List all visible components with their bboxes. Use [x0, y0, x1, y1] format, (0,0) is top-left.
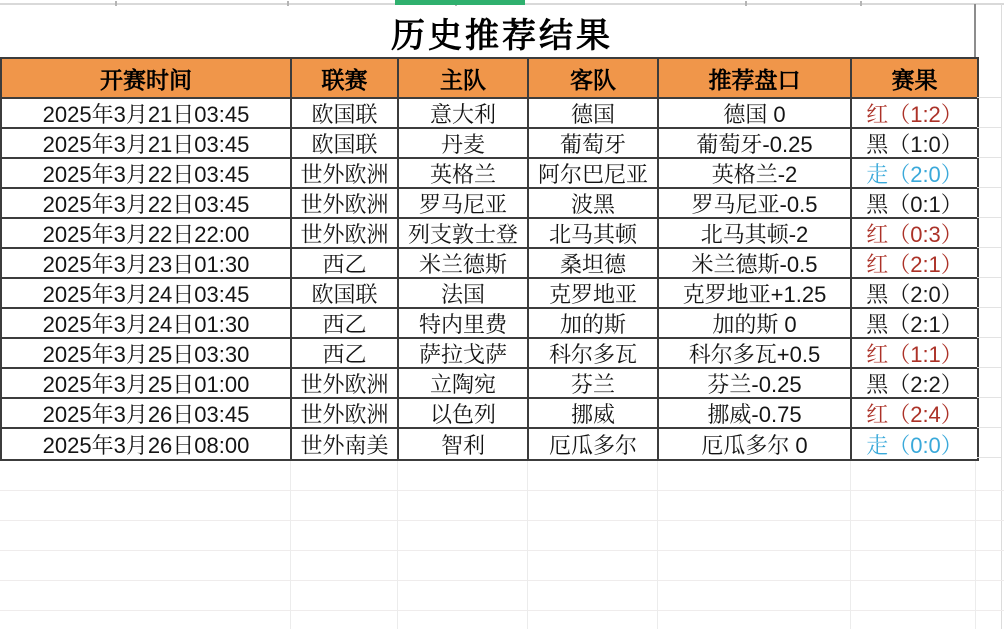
column-tick: [287, 1, 289, 6]
cell-result[interactable]: 黑（1:0）: [852, 129, 977, 159]
cell-match-time[interactable]: 2025年3月26日08:00: [2, 429, 292, 459]
sheet-gridline: [290, 461, 291, 629]
cell-match-time[interactable]: 2025年3月25日03:30: [2, 339, 292, 369]
sheet-gridlines-right: [977, 97, 1001, 461]
cell-league[interactable]: 欧国联: [292, 279, 399, 309]
cell-match-time[interactable]: 2025年3月22日03:45: [2, 159, 292, 189]
cell-handicap[interactable]: 罗马尼亚-0.5: [659, 189, 852, 219]
cell-handicap[interactable]: 米兰德斯-0.5: [659, 249, 852, 279]
progress-bar-fill: [395, 0, 525, 5]
cell-handicap[interactable]: 科尔多瓦+0.5: [659, 339, 852, 369]
cell-away-team[interactable]: 葡萄牙: [529, 129, 659, 159]
cell-match-time[interactable]: 2025年3月23日01:30: [2, 249, 292, 279]
cell-home-team[interactable]: 英格兰: [399, 159, 529, 189]
column-tick: [745, 1, 747, 6]
cell-league[interactable]: 世外欧洲: [292, 159, 399, 189]
cell-result[interactable]: 黑（0:1）: [852, 189, 977, 219]
cell-league[interactable]: 世外欧洲: [292, 369, 399, 399]
cell-league[interactable]: 世外欧洲: [292, 189, 399, 219]
cell-home-team[interactable]: 法国: [399, 279, 529, 309]
header-cell-handicap[interactable]: 推荐盘口: [659, 59, 852, 99]
empty-sheet-grid: [0, 461, 1004, 629]
cell-result[interactable]: 黑（2:0）: [852, 279, 977, 309]
cell-handicap[interactable]: 德国 0: [659, 99, 852, 129]
sheet-gridline: [657, 461, 658, 629]
cell-result[interactable]: 红（2:4）: [852, 399, 977, 429]
cell-away-team[interactable]: 阿尔巴尼亚: [529, 159, 659, 189]
cell-home-team[interactable]: 特内里费: [399, 309, 529, 339]
cell-match-time[interactable]: 2025年3月21日03:45: [2, 129, 292, 159]
header-cell-home[interactable]: 主队: [399, 59, 529, 99]
cell-away-team[interactable]: 波黑: [529, 189, 659, 219]
header-cell-time[interactable]: 开赛时间: [2, 59, 292, 99]
cell-result[interactable]: 黑（2:1）: [852, 309, 977, 339]
cell-handicap[interactable]: 北马其顿-2: [659, 219, 852, 249]
cell-match-time[interactable]: 2025年3月21日03:45: [2, 99, 292, 129]
cell-away-team[interactable]: 德国: [529, 99, 659, 129]
cell-away-team[interactable]: 科尔多瓦: [529, 339, 659, 369]
page-title: 历史推荐结果: [391, 17, 613, 55]
cell-match-time[interactable]: 2025年3月22日22:00: [2, 219, 292, 249]
cell-league[interactable]: 西乙: [292, 339, 399, 369]
cell-league[interactable]: 世外南美: [292, 429, 399, 459]
cell-result[interactable]: 红（2:1）: [852, 249, 977, 279]
sheet-gridline: [397, 461, 398, 629]
cell-league[interactable]: 西乙: [292, 249, 399, 279]
cell-away-team[interactable]: 北马其顿: [529, 219, 659, 249]
cell-league[interactable]: 世外欧洲: [292, 399, 399, 429]
cell-home-team[interactable]: 意大利: [399, 99, 529, 129]
header-cell-league[interactable]: 联赛: [292, 59, 399, 99]
cell-result[interactable]: 走（0:0）: [866, 432, 963, 458]
cell-match-time[interactable]: 2025年3月25日01:00: [2, 369, 292, 399]
cell-home-team[interactable]: 立陶宛: [399, 369, 529, 399]
cell-league[interactable]: 世外欧洲: [292, 219, 399, 249]
cell-away-team[interactable]: 芬兰: [529, 369, 659, 399]
cell-home-team[interactable]: 列支敦士登: [399, 219, 529, 249]
cell-handicap[interactable]: 芬兰-0.25: [659, 369, 852, 399]
cell-handicap[interactable]: 葡萄牙-0.25: [659, 129, 852, 159]
header-cell-result[interactable]: 赛果: [852, 59, 977, 99]
cell-league[interactable]: 欧国联: [292, 129, 399, 159]
column-tick: [115, 1, 117, 6]
cell-handicap[interactable]: 英格兰-2: [659, 159, 852, 189]
cell-result[interactable]: 红（0:3）: [852, 219, 977, 249]
sheet-gridline: [975, 461, 976, 629]
cell-result[interactable]: 走（2:0）: [852, 159, 977, 189]
cell-home-team[interactable]: 丹麦: [399, 129, 529, 159]
cell-result[interactable]: 红（1:2）: [852, 99, 977, 129]
cell-handicap[interactable]: 加的斯 0: [659, 309, 852, 339]
cell-match-time[interactable]: 2025年3月26日03:45: [2, 399, 292, 429]
cell-home-team[interactable]: 以色列: [399, 399, 529, 429]
sheet-gridline: [527, 461, 528, 629]
cell-away-team[interactable]: 挪威: [529, 399, 659, 429]
cell-match-time[interactable]: 2025年3月24日03:45: [2, 279, 292, 309]
cell-handicap[interactable]: 厄瓜多尔 0: [659, 429, 852, 459]
cell-away-team[interactable]: 加的斯: [529, 309, 659, 339]
cell-away-team[interactable]: 厄瓜多尔: [529, 429, 659, 459]
cell-home-team[interactable]: 罗马尼亚: [399, 189, 529, 219]
column-tick: [860, 1, 862, 6]
header-cell-away[interactable]: 客队: [529, 59, 659, 99]
cell-home-team[interactable]: 萨拉戈萨: [399, 339, 529, 369]
cell-match-time[interactable]: 2025年3月24日01:30: [2, 309, 292, 339]
cell-away-team[interactable]: 桑坦德: [529, 249, 659, 279]
cell-league[interactable]: 西乙: [292, 309, 399, 339]
cell-home-team[interactable]: 智利: [399, 429, 529, 459]
cell-away-team[interactable]: 克罗地亚: [529, 279, 659, 309]
cell-result[interactable]: 红（1:1）: [852, 339, 977, 369]
sheet-gridline: [850, 461, 851, 629]
cell-home-team[interactable]: 米兰德斯: [399, 249, 529, 279]
cell-result[interactable]: 黑（2:2）: [852, 369, 977, 399]
cell-handicap[interactable]: 挪威-0.75: [659, 399, 852, 429]
cell-match-time[interactable]: 2025年3月22日03:45: [2, 189, 292, 219]
results-table: [0, 57, 979, 461]
cell-handicap[interactable]: 克罗地亚+1.25: [659, 279, 852, 309]
cell-league[interactable]: 欧国联: [292, 99, 399, 129]
